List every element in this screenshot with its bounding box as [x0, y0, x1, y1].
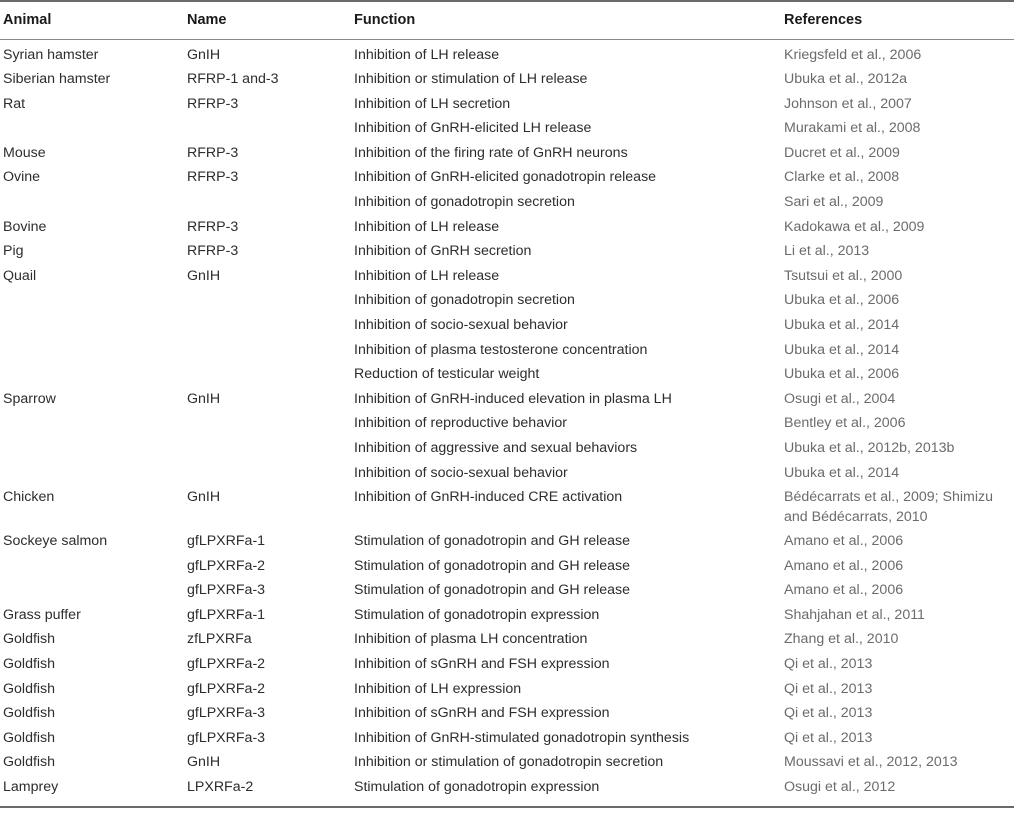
table-row — [0, 288, 1014, 313]
cell-function: Inhibition of LH secretion — [354, 95, 511, 112]
cell-animal — [0, 190, 187, 215]
cell-name: RFRP-3 — [187, 218, 239, 235]
table-row — [0, 627, 1014, 652]
cell-animal: Sockeye salmon — [3, 533, 108, 550]
cell-name: gfLPXRFa-2 — [187, 656, 266, 673]
cell-animal: Lamprey — [0, 775, 187, 807]
cell-reference: Amano et al., 2006 — [784, 533, 904, 550]
table-row — [0, 239, 1014, 264]
cell-animal: Goldfish — [3, 729, 56, 746]
cell-animal — [0, 461, 187, 486]
cell-reference: Amano et al., 2006 — [784, 557, 904, 574]
cell-animal: Syrian hamster — [3, 46, 99, 63]
cell-animal — [0, 288, 187, 313]
cell-name: gfLPXRFa-1 — [187, 533, 266, 550]
cell-name: zfLPXRFa — [187, 631, 252, 648]
cell-animal: Goldfish — [3, 754, 56, 771]
table-row — [0, 215, 1014, 240]
cell-name: gfLPXRFa-3 — [187, 729, 266, 746]
table-row — [0, 726, 1014, 751]
cell-name — [187, 362, 354, 387]
cell-animal: Grass puffer — [3, 606, 81, 623]
cell-name — [187, 411, 354, 436]
cell-name: GnIH — [187, 46, 221, 63]
header-animal: Animal — [0, 1, 187, 39]
cell-animal — [0, 313, 187, 338]
cell-name: gfLPXRFa-3 — [187, 705, 266, 722]
header-references: References — [784, 1, 1014, 39]
cell-reference: Johnson et al., 2007 — [784, 95, 912, 112]
table-row — [0, 529, 1014, 554]
cell-function: Inhibition of gonadotropin secretion — [354, 292, 575, 309]
cell-reference: Moussavi et al., 2012, 2013 — [784, 754, 958, 771]
cell-name: gfLPXRFa-3 — [187, 582, 266, 599]
header-row — [0, 1, 1014, 39]
table-row — [0, 264, 1014, 289]
cell-name: RFRP-1 and-3 — [187, 71, 279, 87]
cell-function: Inhibition of gonadotropin secretion — [354, 193, 575, 210]
cell-reference: Clarke et al., 2008 — [784, 169, 900, 186]
table-row — [0, 701, 1014, 726]
cell-animal — [0, 116, 187, 141]
cell-function: Inhibition or stimulation of gonadotropin secretion — [354, 754, 664, 771]
cell-reference: Shahjahan et al., 2011 — [784, 606, 925, 623]
cell-reference: Sari et al., 2009 — [784, 193, 884, 210]
cell-function: Inhibition of GnRH-stimulated gonadotropin synthesis — [354, 729, 690, 746]
cell-name: RFRP-3 — [187, 243, 239, 260]
cell-animal: Ovine — [3, 169, 41, 186]
cell-animal — [0, 578, 187, 603]
cell-name — [187, 190, 354, 215]
cell-function: Inhibition of LH release — [354, 46, 500, 63]
cell-name — [187, 461, 354, 486]
header-function: Function — [354, 1, 784, 39]
cell-function: Stimulation of gonadotropin and GH release — [354, 582, 631, 599]
cell-animal: Siberian hamster — [3, 71, 111, 87]
table-row — [0, 387, 1014, 412]
table-row — [0, 116, 1014, 141]
cell-animal: Quail — [3, 267, 37, 284]
table-body — [0, 39, 1014, 807]
cell-function: Reduction of testicular weight — [354, 366, 540, 383]
cell-reference: Ubuka et al., 2012a — [784, 71, 908, 87]
cell-reference: Qi et al., 2013 — [784, 656, 873, 673]
cell-function: Inhibition of LH release — [354, 267, 500, 284]
cell-function: Inhibition of GnRH secretion — [354, 243, 532, 260]
table-row — [0, 775, 1014, 807]
cell-reference: Zhang et al., 2010 — [784, 631, 899, 648]
cell-reference: Ducret et al., 2009 — [784, 144, 900, 161]
table-row — [0, 461, 1014, 486]
cell-animal — [0, 554, 187, 579]
cell-animal — [0, 411, 187, 436]
table-row — [0, 190, 1014, 215]
cell-animal: Rat — [3, 95, 26, 112]
table-row — [0, 652, 1014, 677]
cell-animal — [0, 362, 187, 387]
cell-function: Inhibition of GnRH-elicited gonadotropin release — [354, 169, 657, 186]
table-row — [0, 165, 1014, 190]
table-row — [0, 362, 1014, 387]
table-row — [0, 603, 1014, 628]
cell-reference: Ubuka et al., 2012b, 2013b — [784, 439, 955, 456]
cell-name — [187, 313, 354, 338]
cell-function: Stimulation of gonadotropin expression — [354, 606, 600, 623]
cell-animal: Sparrow — [3, 390, 56, 407]
cell-function: Inhibition of plasma testosterone concentration — [354, 341, 648, 358]
cell-name: GnIH — [187, 267, 221, 284]
cell-reference: Ubuka et al., 2014 — [784, 464, 900, 481]
cell-function: Inhibition of LH release — [354, 218, 500, 235]
table-row — [0, 578, 1014, 603]
cell-animal: Goldfish — [3, 680, 56, 697]
cell-function: Inhibition of GnRH-elicited LH release — [354, 120, 592, 137]
cell-animal: Goldfish — [3, 631, 56, 648]
cell-animal: Pig — [3, 243, 24, 260]
cell-reference: Osugi et al., 2012 — [784, 775, 1014, 807]
cell-animal: Bovine — [3, 218, 47, 235]
cell-function: Inhibition of plasma LH concentration — [354, 631, 588, 648]
cell-reference: Bentley et al., 2006 — [784, 415, 906, 432]
cell-name: gfLPXRFa-2 — [187, 557, 266, 574]
cell-name: gfLPXRFa-2 — [187, 680, 266, 697]
cell-name: RFRP-3 — [187, 95, 239, 112]
table-row — [0, 92, 1014, 117]
table-header — [0, 1, 1014, 39]
cell-name — [187, 116, 354, 141]
cell-reference: Amano et al., 2006 — [784, 582, 904, 599]
cell-reference: Ubuka et al., 2014 — [784, 341, 900, 358]
cell-animal: Goldfish — [3, 656, 56, 673]
cell-animal: Mouse — [3, 144, 46, 161]
table-row — [0, 750, 1014, 775]
cell-function: Stimulation of gonadotropin expression — [354, 775, 784, 807]
header-name: Name — [187, 1, 354, 39]
cell-name: GnIH — [187, 489, 221, 506]
table-row — [0, 67, 1014, 92]
cell-function: Inhibition or stimulation of LH release — [354, 71, 588, 87]
cell-reference: Li et al., 2013 — [784, 243, 870, 260]
cell-reference: Qi et al., 2013 — [784, 705, 873, 722]
cell-reference: Ubuka et al., 2014 — [784, 316, 900, 333]
cell-name: RFRP-3 — [187, 169, 239, 186]
cell-reference: Tsutsui et al., 2000 — [784, 267, 903, 284]
cell-name: LPXRFa-2 — [187, 775, 354, 807]
cell-reference: Kriegsfeld et al., 2006 — [784, 46, 922, 63]
cell-reference: Qi et al., 2013 — [784, 729, 873, 746]
cell-name — [187, 436, 354, 461]
cell-function: Inhibition of socio-sexual behavior — [354, 464, 568, 481]
cell-function: Inhibition of sGnRH and FSH expression — [354, 705, 610, 722]
cell-name: gfLPXRFa-1 — [187, 606, 266, 623]
cell-name: GnIH — [187, 390, 221, 407]
cell-animal — [0, 436, 187, 461]
cell-function: Inhibition of GnRH-induced elevation in plasma LH — [354, 390, 672, 407]
cell-reference: Kadokawa et al., 2009 — [784, 218, 925, 235]
table-row — [0, 554, 1014, 579]
table-row — [0, 485, 1014, 529]
table-row — [0, 338, 1014, 363]
table-row — [0, 677, 1014, 702]
cell-animal: Goldfish — [3, 705, 56, 722]
cell-function: Inhibition of GnRH-induced CRE activation — [354, 489, 623, 506]
cell-reference: Osugi et al., 2004 — [784, 390, 896, 407]
table-row — [0, 313, 1014, 338]
table-row — [0, 411, 1014, 436]
cell-reference: Bédécarrats et al., 2009; Shimizu and Bédécarrats, 2010 — [784, 489, 993, 525]
cell-reference: Murakami et al., 2008 — [784, 120, 921, 137]
cell-function: Inhibition of socio-sexual behavior — [354, 316, 568, 333]
cell-reference: Ubuka et al., 2006 — [784, 292, 900, 309]
cell-reference: Ubuka et al., 2006 — [784, 366, 900, 383]
table-row — [0, 39, 1014, 67]
table-row — [0, 141, 1014, 166]
cell-function: Inhibition of reproductive behavior — [354, 415, 567, 432]
cell-function: Inhibition of the firing rate of GnRH neurons — [354, 144, 628, 161]
cell-name — [187, 288, 354, 313]
cell-function: Inhibition of LH expression — [354, 680, 522, 697]
cell-animal — [0, 338, 187, 363]
cell-name: RFRP-3 — [187, 144, 239, 161]
cell-function: Inhibition of sGnRH and FSH expression — [354, 656, 610, 673]
cell-function: Stimulation of gonadotropin and GH release — [354, 533, 631, 550]
cell-animal: Chicken — [3, 489, 55, 506]
cell-function: Stimulation of gonadotropin and GH release — [354, 557, 631, 574]
cell-function: Inhibition of aggressive and sexual behaviors — [354, 439, 638, 456]
cell-name: GnIH — [187, 754, 221, 771]
cell-reference: Qi et al., 2013 — [784, 680, 873, 697]
table-row — [0, 436, 1014, 461]
cell-name — [187, 338, 354, 363]
